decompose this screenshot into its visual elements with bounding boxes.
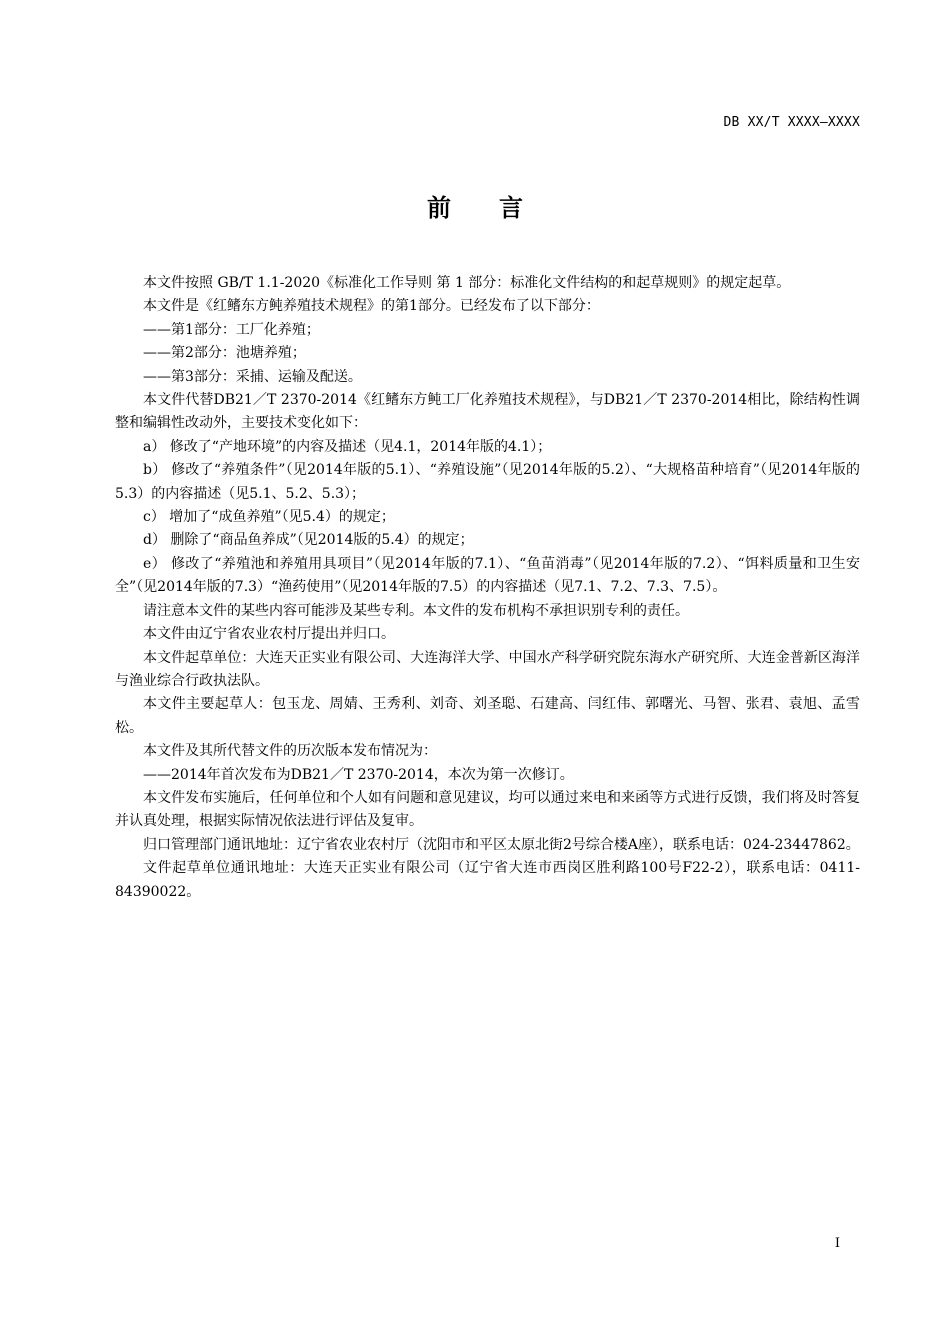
page-title: 前言 [427,194,571,222]
paragraph-history-2014: ——2014年首次发布为DB21／T 2370-2014，本次为第一次修订。 [143,766,574,783]
paragraph-series-intro: 本文件是《红鳍东方鲀养殖技术规程》的第1部分。已经发布了以下部分： [143,298,600,315]
paragraph-change-c: c） 增加了“成鱼养殖”（见5.4）的规定； [143,509,395,526]
paragraph-drafters: 本文件主要起草人：包玉龙、周婧、王秀利、刘奇、刘圣聪、石建高、闫红伟、郭曙光、马智、张君、袁旭、孟雪松。 [115,696,860,736]
paragraph-change-b: b） 修改了“养殖条件”（见2014年版的5.1）、“养殖设施”（见2014年版的5.2）、“大规格苗种培育”（见2014年版的5.3）的内容描述（见5.1、5.2、5.3）； [115,462,860,502]
page-number: I [834,1236,840,1251]
paragraph-authority-address: 归口管理部门通讯地址：辽宁省农业农村厅（沈阳市和平区太原北街2号综合楼A座），联系电话：024-23447862。 [143,836,860,853]
paragraph-feedback: 本文件发布实施后，任何单位和个人如有问题和意见建议，均可以通过来电和来函等方式进行反馈，我们将及时答复并认真处理，根据实际情况依法进行评估及复审。 [115,789,860,830]
paragraph-patent-notice: 请注意本文件的某些内容可能涉及某些专利。本文件的发布机构不承担识别专利的责任。 [143,602,689,619]
paragraph-proposer: 本文件由辽宁省农业农村厅提出并归口。 [143,626,395,643]
paragraph-part-3: ——第3部分：采捕、运输及配送。 [143,368,362,385]
paragraph-drafter-address: 文件起草单位通讯地址：大连天正实业有限公司（辽宁省大连市西岗区胜利路100号F22-2），联系电话：0411-84390022。 [115,860,860,900]
paragraph-change-a: a） 修改了“产地环境”的内容及描述（见4.1，2014年版的4.1）； [143,438,552,455]
paragraph-drafting-rules: 本文件按照 GB/T 1.1-2020《标准化工作导则 第 1 部分：标准化文件结构的和起草规则》的规定起草。 [143,275,791,291]
paragraph-change-e: e） 修改了“养殖池和养殖用具项目”（见2014年版的7.1）、“鱼苗消毒”（见2014年版的7.2）、“饵料质量和卫生安全”（见2014年版的7.3）“渔药使用”（见2014年版的7.5）的内容描述（见7.1、7.2、7.3、7.5）。 [115,555,860,596]
paragraph-change-d: d） 删除了“商品鱼养成”（见2014版的5.4）的规定； [143,532,474,549]
paragraph-part-1: ——第1部分：工厂化养殖； [143,321,320,338]
paragraph-history-intro: 本文件及其所代替文件的历次版本发布情况为： [143,743,437,760]
foreword-body [115,272,860,904]
paragraph-drafting-units: 本文件起草单位：大连天正实业有限公司、大连海洋大学、中国水产科学研究院东海水产研究所、大连金普新区海洋与渔业综合行政执法队。 [115,649,860,689]
document-code: DB XX/T XXXX—XXXX [723,115,860,130]
paragraph-replacement: 本文件代替DB21／T 2370-2014《红鳍东方鲀工厂化养殖技术规程》，与DB21／T 2370-2014相比，除结构性调整和编辑性改动外，主要技术变化如下： [115,392,860,432]
paragraph-part-2: ——第2部分：池塘养殖； [143,345,306,362]
